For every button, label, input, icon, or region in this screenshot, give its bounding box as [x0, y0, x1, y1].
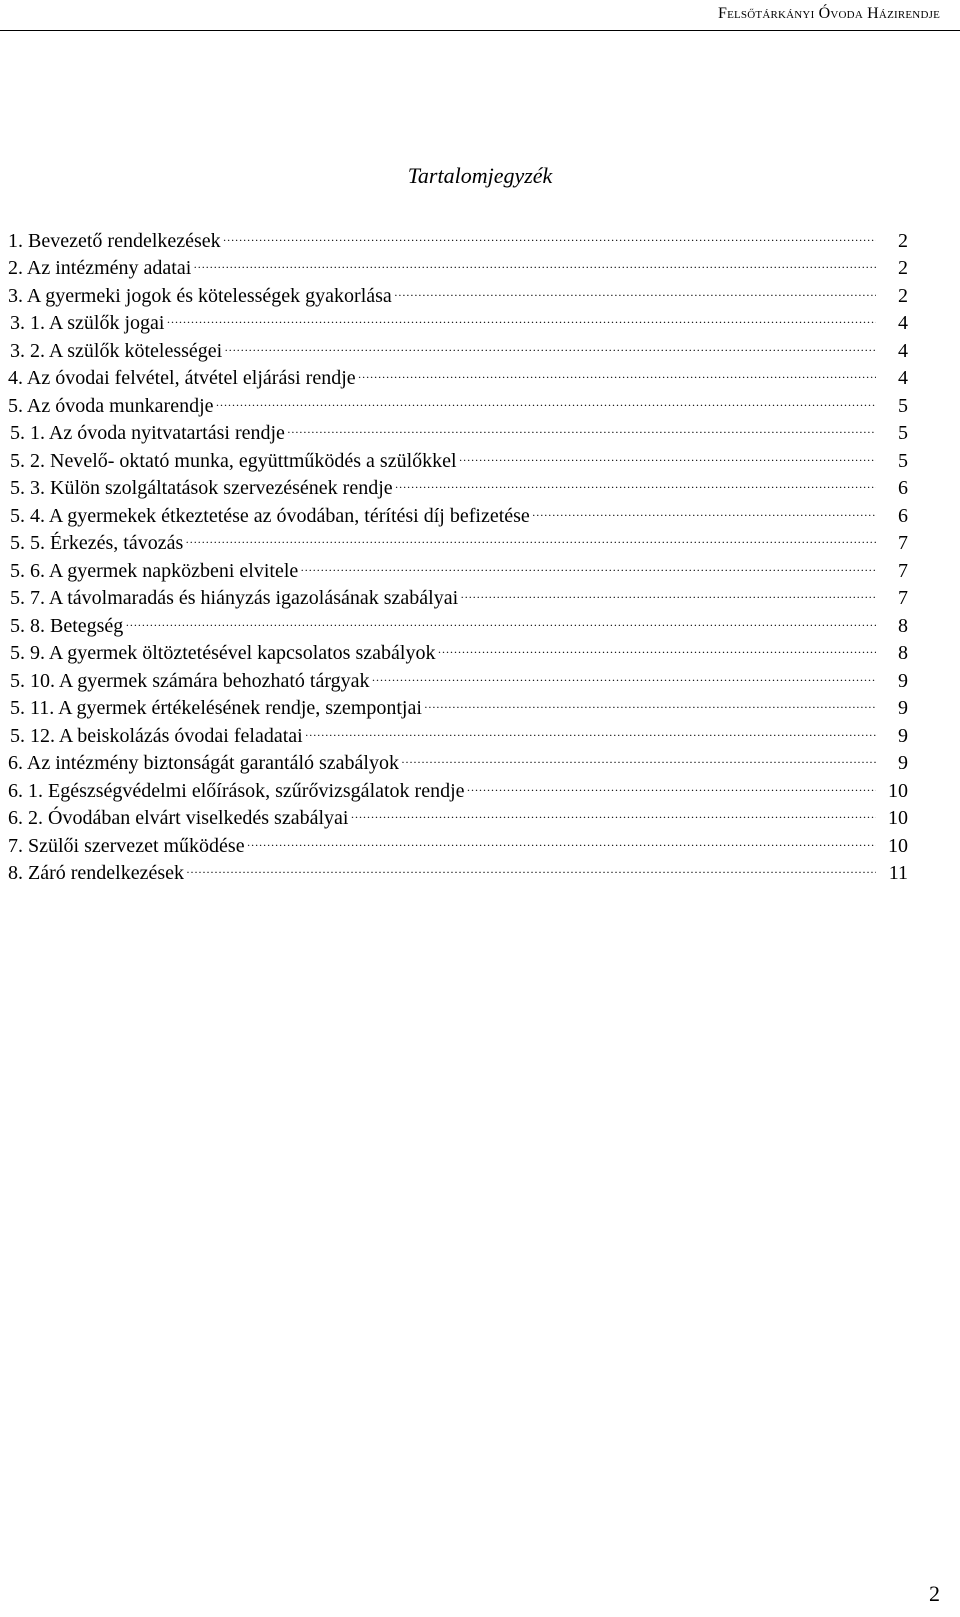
toc-entry[interactable] — [8, 604, 908, 637]
toc-entry-label: 5. Az óvoda munkarendje — [8, 394, 214, 417]
toc-entry-page: 9 — [898, 724, 908, 747]
toc-entry-page: 4 — [898, 312, 908, 334]
toc-dot-leader — [358, 357, 876, 385]
toc-entry[interactable] — [8, 632, 908, 664]
toc-entry-page: 10 — [888, 834, 908, 857]
toc-dot-leader — [224, 329, 876, 357]
toc-entry-label: 5. 4. A gyermekek étkeztetése az óvodában, térítési díj befizetése — [10, 504, 530, 527]
toc-entry-page: 4 — [898, 367, 908, 389]
toc-entry-page: 9 — [898, 697, 908, 719]
page-number: 2 — [929, 1581, 940, 1606]
toc-entry-page: 10 — [888, 807, 908, 829]
toc-entry-label: 6. Az intézmény biztonságát garantáló szabályok — [8, 752, 399, 774]
toc-entry-label: 5. 8. Betegség — [10, 614, 124, 637]
toc-entry-label: 3. A gyermeki jogok és kötelességek gyakorlása — [8, 284, 392, 307]
toc-dot-leader — [287, 412, 876, 440]
toc-entry-page: 9 — [898, 752, 908, 774]
toc-dot-leader — [532, 494, 876, 522]
toc-entry-page: 2 — [898, 257, 908, 279]
toc-entry-page: 5 — [898, 422, 908, 444]
toc-entry-label: 2. Az intézmény adatai — [8, 257, 192, 279]
toc-entry-page: 10 — [888, 779, 908, 802]
toc-entry-page: 6 — [898, 477, 908, 499]
toc-entry-label: 3. 1. A szülők jogai — [10, 312, 165, 334]
toc-entry-page: 2 — [898, 229, 908, 252]
toc-entry-page: 8 — [898, 614, 908, 637]
toc-dot-leader — [350, 797, 876, 825]
toc-dot-leader — [467, 769, 876, 797]
toc-dot-leader — [394, 274, 876, 302]
toc-dot-leader — [193, 247, 876, 275]
toc-dot-leader — [125, 604, 876, 632]
toc-entry-label: 5. 1. Az óvoda nyitvatartási rendje — [10, 422, 285, 444]
toc-entry[interactable] — [8, 219, 908, 252]
toc-entry-label: 5. 9. A gyermek öltöztetésével kapcsolatos szabályok — [10, 642, 436, 664]
toc-entry-label: 7. Szülői szervezet működése — [8, 834, 245, 857]
toc-dot-leader — [424, 687, 876, 715]
toc-list — [8, 219, 908, 884]
toc-dot-leader — [305, 714, 876, 742]
toc-dot-leader — [223, 219, 876, 247]
toc-entry-page: 7 — [898, 559, 908, 582]
toc-entry-label: 1. Bevezető rendelkezések — [8, 229, 221, 252]
toc-entry-label: 6. 2. Óvodában elvárt viselkedés szabályai — [8, 807, 349, 829]
toc-entry-label: 4. Az óvodai felvétel, átvétel eljárási rendje — [8, 367, 356, 389]
toc-entry-label: 6. 1. Egészségvédelmi előírások, szűrővizsgálatok rendje — [8, 779, 465, 802]
toc-dot-leader — [300, 549, 876, 577]
toc-entry-label: 5. 6. A gyermek napközbeni elvitele — [10, 559, 299, 582]
toc-entry-page: 8 — [898, 642, 908, 664]
toc-entry-page: 7 — [898, 587, 908, 609]
running-header: Felsőtárkányi Óvoda Házirendje — [718, 5, 940, 22]
toc-dot-leader — [166, 302, 876, 330]
toc-entry-page: 7 — [898, 532, 908, 554]
toc-entry-label: 5. 10. A gyermek számára behozható tárgyak — [10, 669, 370, 692]
toc-entry-label: 3. 2. A szülők kötelességei — [10, 339, 223, 362]
toc-dot-leader — [186, 852, 876, 880]
toc-entry-page: 4 — [898, 339, 908, 362]
toc-entry-page: 2 — [898, 284, 908, 307]
toc-entry-label: 5. 11. A gyermek értékelésének rendje, szempontjai — [10, 697, 422, 719]
toc-entry-page: 6 — [898, 504, 908, 527]
toc-entry-label: 5. 5. Érkezés, távozás — [10, 532, 184, 554]
toc-dot-leader — [401, 742, 876, 770]
toc-dot-leader — [460, 577, 876, 605]
toc-dot-leader — [216, 384, 877, 412]
toc-entry-page: 11 — [888, 862, 908, 884]
toc-dot-leader — [247, 824, 876, 852]
toc-dot-leader — [372, 659, 876, 687]
toc-entry-page: 9 — [898, 669, 908, 692]
header-rule — [0, 30, 960, 31]
toc-entry-label: 5. 12. A beiskolázás óvodai feladatai — [10, 724, 303, 747]
toc-entry-label: 8. Záró rendelkezések — [8, 862, 185, 884]
toc-entry-label: 5. 7. A távolmaradás és hiányzás igazolásának szabályai — [10, 587, 459, 609]
toc-dot-leader — [437, 632, 876, 660]
toc-entry-label: 5. 3. Külön szolgáltatások szervezésének rendje — [10, 477, 393, 499]
toc-entry-label: 5. 2. Nevelő- oktató munka, együttműködés a szülőkkel — [10, 449, 457, 472]
toc-dot-leader — [395, 467, 876, 495]
toc-entry-page: 5 — [898, 449, 908, 472]
toc-dot-leader — [459, 439, 876, 467]
toc-title: Tartalomjegyzék — [407, 163, 553, 188]
toc-entry-page: 5 — [898, 394, 908, 417]
toc-dot-leader — [185, 522, 876, 550]
